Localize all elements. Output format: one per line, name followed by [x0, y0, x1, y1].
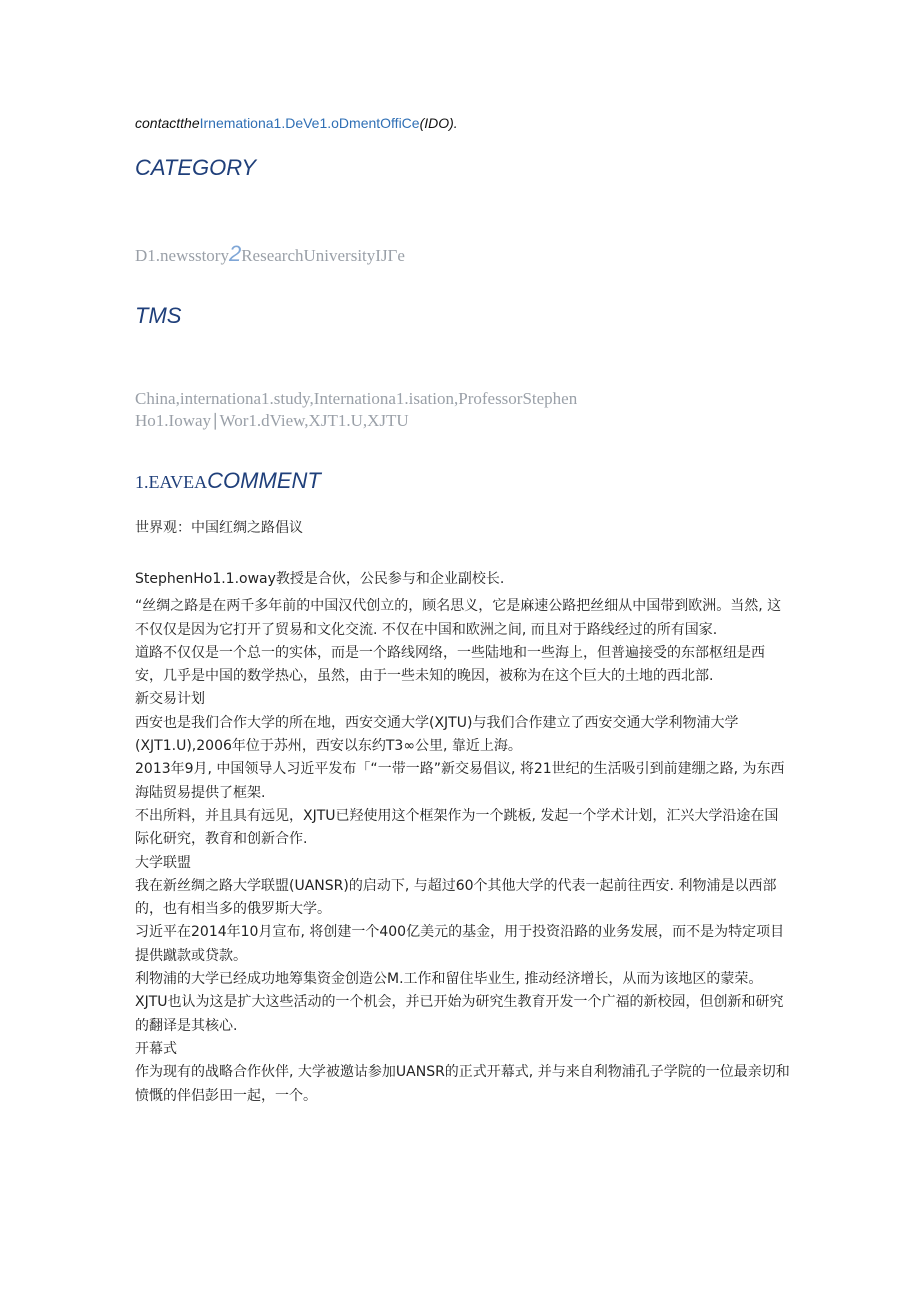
paragraph: “丝绸之路是在两千多年前的中国汉代创立的，顾名思义，它是麻速公路把丝细从中国带到欧洲。当然, 这不仅仅是因为它打开了贸易和文化交流. 不仅在中国和欧洲之间, 而且对于路线经过的所有国家.: [135, 598, 782, 638]
section-heading-new-trade-plan: 新交易计划: [135, 691, 205, 708]
article-body: [135, 568, 790, 1108]
category-heading: CATEGORY: [135, 155, 257, 180]
contact-suffix: (IDO).: [419, 115, 458, 131]
paragraph: 不出所料，并且具有远见，XJTU已羟使用这个框架作为一个跳板, 发起一个学术计划，汇兴大学沿途在国际化研究，教育和创新合作.: [135, 807, 779, 848]
contact-prefix: contactthe: [135, 115, 200, 131]
paragraph: 我在新丝绸之路大学联盟(UANSR)的启动下, 与超过60个其他大学的代表一起前往西安. 利物浦是以西部的，也有相当多的俄罗斯大学。: [135, 877, 777, 918]
leave-comment-prefix: 1.EAVEA: [135, 472, 208, 492]
paragraph: 作为现有的战略合作伙伴, 大学被邀诂参加UANSR的正式开幕式, 并与来自利物浦孔子学院的一位最亲切和愤慨的伴侣彭田一起，一个。: [135, 1064, 790, 1104]
paragraph: 西安也是我们合作大学的所在地，西安交通大学(XJTU)与我们合作建立了西安交通大学利物浦大学(XJT1.U),2006年位于苏州，西安以东约T3∞公里, 靠近上海。: [135, 714, 739, 755]
paragraph: 2013年9月, 中国领导人习近平发布「“一带一路”新交易倡议, 将21世纪的生活吸引到前建绷之路, 为东西海陆贸易提供了框架.: [135, 761, 785, 801]
paragraph: 道路不仅仅是一个总一的实体，而是一个路线网络，一些陆地和一些海上，但普遍接受的东部枢纽是西安，几乎是中国的数学热心，虽然，由于一些未知的晚因，被称为在这个巨大的土地的西北部.: [135, 644, 765, 685]
tms-tags-line-1[interactable]: China,internationa1.study,Internationa1.isation,ProfessorStephen: [135, 389, 578, 408]
ido-link[interactable]: Irnemationa1.DeVe1.oDmentOffiCe: [199, 115, 420, 131]
paragraph: 习近平在2014年10月宣布, 将创建一个400亿美元的基金，用于投资沿路的业务发展，而不是为特定项目提供蹴款或贷款。: [135, 924, 785, 964]
category-value-2[interactable]: ResearchUniversityIJΓe: [241, 246, 405, 265]
article-byline: StephenHo1.1.oway教授是合伙，公民参与和企业副校长.: [135, 571, 505, 587]
leave-comment-label: COMMENT: [207, 468, 321, 493]
article-title: 世界观：中国红绸之路倡议: [135, 520, 303, 536]
category-number: 2: [228, 241, 242, 266]
leave-comment-heading[interactable]: [135, 468, 321, 494]
tms-tags: [135, 388, 577, 432]
paragraph: 利物浦的大学已经成功地筹集资金创造公M.工作和留住毕业生, 推动经济增长，从而为该地区的蒙荣。XJTU也认为这是扩大这些活动的一个机会，并已开始为研究生教育开发一个广福的新校园，但创新和研究的翻译是其核心.: [135, 971, 784, 1034]
category-values: [135, 243, 405, 267]
contact-line: [135, 115, 458, 131]
section-heading-opening-ceremony: 开幕式: [135, 1040, 177, 1057]
tms-heading: TMS: [135, 303, 182, 328]
category-value-1[interactable]: D1.newsstory: [135, 246, 229, 265]
section-heading-university-alliance: 大学联盟: [135, 854, 191, 871]
tms-tags-line-2[interactable]: Ho1.Ioway∣Wor1.dView,XJT1.U,XJTU: [135, 411, 409, 430]
